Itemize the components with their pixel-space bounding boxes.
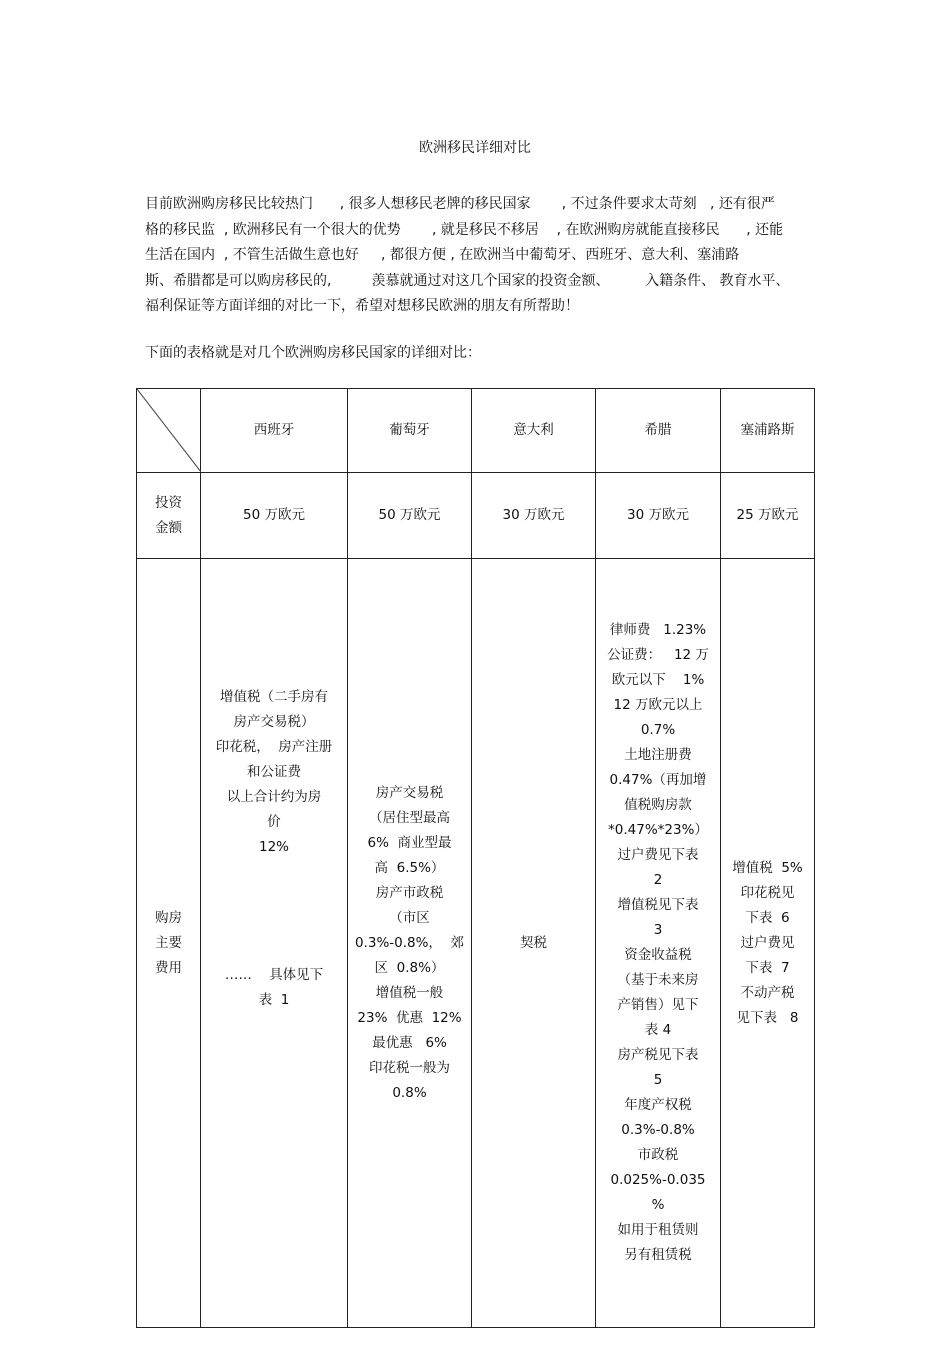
cell-line: 下表 7 <box>745 959 790 976</box>
costs-spain <box>201 559 348 1328</box>
row-label-line: 主要 <box>155 934 182 951</box>
costs-row <box>137 559 815 1328</box>
row-label-investment <box>137 473 201 559</box>
cell-line: 12 万欧元以上 <box>613 697 703 713</box>
cell-line: 和公证费 <box>247 764 301 780</box>
table-lead-text: 下面的表格就是对几个欧洲购房移民国家的详细对比： <box>145 345 481 361</box>
cell-line: 增值税（二手房有 <box>220 689 328 705</box>
cell-line: 产销售）见下 <box>617 997 699 1013</box>
header-greece: 希腊 <box>596 389 721 473</box>
cell-line: 过户费见下表 <box>617 847 699 863</box>
costs-greece <box>596 559 721 1328</box>
header-portugal: 葡萄牙 <box>348 389 472 473</box>
cell-line: 表 1 <box>258 992 290 1008</box>
costs-cyprus <box>721 559 815 1328</box>
cell-line: *0.47%*23%） <box>608 822 708 838</box>
cell-line: （市区 <box>389 909 430 926</box>
costs-italy: 契税 <box>472 559 596 1328</box>
cell-line: 不动产税 <box>740 984 795 1001</box>
row-label-line: 金额 <box>155 519 182 536</box>
cell-line: 5 <box>653 1072 663 1088</box>
portugal-cost-lines <box>348 781 471 1106</box>
cell-line: 房产税见下表 <box>617 1047 699 1063</box>
comparison-table <box>136 388 815 1328</box>
intro-line: 斯、希腊都是可以购房移民的, 羡慕就通过对这几个国家的投资金额、 入籍条件、 教育水平、 <box>145 272 790 289</box>
spain-cost-note <box>201 963 347 1013</box>
cell-line: 过户费见 <box>740 934 795 951</box>
cell-line: 3 <box>653 922 663 938</box>
row-label-line: 费用 <box>155 959 182 976</box>
cell-line: 增值税一般 <box>375 984 444 1001</box>
cell-line: （基于未来房 <box>617 972 699 988</box>
cell-line: 6% 商业型最 <box>367 834 452 851</box>
cell-line: 律师费 1.23% <box>609 622 707 638</box>
investment-portugal: 50 万欧元 <box>348 473 472 559</box>
row-label-line: 购房 <box>155 909 182 926</box>
diagonal-corner-cell <box>137 389 201 473</box>
cell-line: 印花税一般为 <box>369 1059 450 1076</box>
intro-line: 目前欧洲购房移民比较热门 , 很多人想移民老牌的移民国家 , 不过条件要求太苛刻 , 还有很严 <box>145 196 775 212</box>
cell-line: 欧元以下 1% <box>611 672 705 688</box>
cell-line: 最优惠 6% <box>372 1034 447 1051</box>
investment-italy: 30 万欧元 <box>472 473 596 559</box>
row-label-line: 投资 <box>155 494 182 511</box>
cell-line: 房产市政税 <box>375 884 444 901</box>
costs-portugal <box>348 559 472 1328</box>
cell-line: 下表 6 <box>745 909 790 926</box>
cell-line: 土地注册费 <box>624 747 692 763</box>
cell-line: 以上合计约为房 <box>226 789 322 805</box>
investment-row <box>137 473 815 559</box>
spain-cost-lines <box>201 685 347 860</box>
cell-line: …… 具体见下 <box>224 967 324 983</box>
greece-cost-lines <box>596 618 720 1268</box>
header-spain: 西班牙 <box>201 389 348 473</box>
cell-line: 高 6.5%） <box>374 859 445 876</box>
cell-line: 值税购房款 <box>624 797 692 813</box>
cell-line: （居住型最高 <box>369 809 450 826</box>
cell-line: 市政税 <box>637 1147 679 1163</box>
page-title: 欧洲移民详细对比 <box>419 140 531 156</box>
header-cyprus: 塞浦路斯 <box>721 389 815 473</box>
cell-line: 0.3%-0.8%， 郊 <box>354 934 465 951</box>
cell-line: 另有租赁税 <box>624 1247 692 1263</box>
cyprus-cost-lines <box>721 856 814 1031</box>
cell-line: 增值税 5% <box>732 859 803 876</box>
cell-line: 见下表 8 <box>736 1009 799 1026</box>
cell-line: 0.3%-0.8% <box>621 1122 695 1138</box>
cell-line: 印花税， 房产注册 <box>215 739 333 755</box>
intro-line: 格的移民监 , 欧洲移民有一个很大的优势 , 就是移民不移居 , 在欧洲购房就能直接移民 , 还能 <box>145 221 784 238</box>
cell-line: 0.8% <box>392 1084 427 1101</box>
cell-line: 12% <box>258 839 289 855</box>
header-italy: 意大利 <box>472 389 596 473</box>
cell-line: 0.7% <box>640 722 676 738</box>
cell-line: 印花税见 <box>740 884 795 901</box>
cell-line: 2 <box>653 872 663 888</box>
cell-line: 23% 优惠 12% <box>357 1009 462 1026</box>
cell-line: 0.47%（再加增 <box>609 772 707 788</box>
cell-line: % <box>651 1197 665 1213</box>
cell-line: 价 <box>267 814 281 830</box>
cell-line: 年度产权税 <box>624 1097 692 1113</box>
cell-line: 资金收益税 <box>624 947 692 963</box>
intro-line: 福利保证等方面详细的对比一下，希望对想移民欧洲的朋友有所帮助！ <box>145 298 579 314</box>
cell-line: 房产交易税 <box>375 784 444 801</box>
investment-greece: 30 万欧元 <box>596 473 721 559</box>
investment-cyprus: 25 万欧元 <box>721 473 815 559</box>
cell-line: 如用于租赁则 <box>617 1222 699 1238</box>
cell-line: 表 4 <box>644 1022 672 1038</box>
cell-line: 公证费： 12 万 <box>607 647 709 663</box>
header-row <box>137 389 815 473</box>
cell-line: 区 0.8%） <box>374 959 445 976</box>
row-label-costs <box>137 559 201 1328</box>
cell-line: 0.025%-0.035 <box>610 1172 706 1188</box>
diagonal-line <box>137 389 201 472</box>
intro-line: 生活在国内 , 不管生活做生意也好 , 都很方便 , 在欧洲当中葡萄牙、西班牙、意大利、塞浦路 <box>145 247 740 263</box>
cell-line: 增值税见下表 <box>617 897 699 913</box>
investment-spain: 50 万欧元 <box>201 473 348 559</box>
intro-paragraph <box>145 192 815 320</box>
cell-line: 房产交易税） <box>233 714 315 730</box>
